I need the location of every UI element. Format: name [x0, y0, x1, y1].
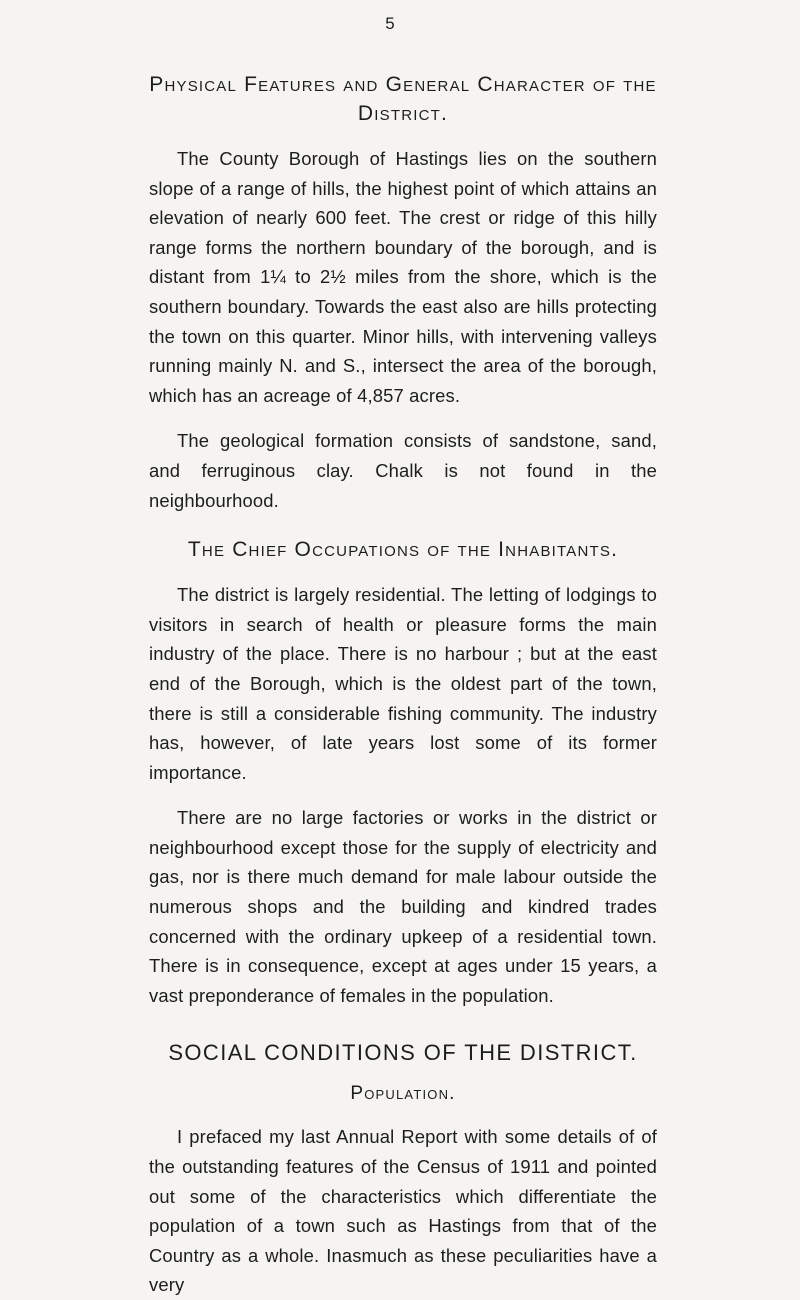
paragraph-occupations-2: There are no large factories or works in the district or neighbourhood except those for the supply of electricity and gas, nor is there much demand for male labour outside the numerous shops and the building and kindred trades concerned with the ordinary upkeep of a residential town. There is in consequence, except at ages under 15 years, a vast preponderance of females in the population. — [149, 807, 657, 1006]
section-heading-occupations: The Chief Occupations of the Inhabitants. — [187, 538, 619, 562]
section-heading-physical-features — [149, 70, 657, 128]
heading-line-2: District. — [357, 102, 449, 125]
paragraph-physical-1: The County Borough of Hastings lies on the southern slope of a range of hills, the highest point of which attains an elevation of nearly 600 feet. The crest or ridge of this hilly range forms the northern boundary of the borough, and is distant from 1¼ to 2½ miles from the shore, which is the southern boundary. Towards the east also are hills protecting the town on this quarter. Minor hills, with intervening valleys running mainly N. and S., intersect the area of the borough, which has an acreage of 4,857 acres. — [149, 148, 657, 406]
heading-line-1: Physical Features and General Character of the — [149, 73, 657, 96]
text-column — [149, 70, 657, 1300]
paragraph-occupations-1: The district is largely residential. The letting of lodgings to visitors in search of health or pleasure forms the main industry of the place. There is no harbour ; but at the east end of the Borough, which is the oldest part of the town, there is still a considerable fishing community. The industry has, however, of late years lost some of its former importance. — [149, 584, 657, 783]
paragraph-physical-2: The geological formation consists of sandstone, sand, and ferruginous clay. Chalk is not found in the neighbourhood. — [149, 430, 657, 511]
section-heading-social-conditions: SOCIAL CONDITIONS OF THE DISTRICT. — [168, 1040, 638, 1066]
paragraph-population-1: I prefaced my last Annual Report with some details of of the outstanding features of the Census of 1911 and pointed out some of the characteristics which differentiate the population of a town such as Hastings from that of the Country as a whole. Inasmuch as these peculiarities have a very — [149, 1126, 657, 1296]
subheading-population: Population. — [350, 1083, 456, 1105]
page-number: 5 — [385, 14, 395, 33]
